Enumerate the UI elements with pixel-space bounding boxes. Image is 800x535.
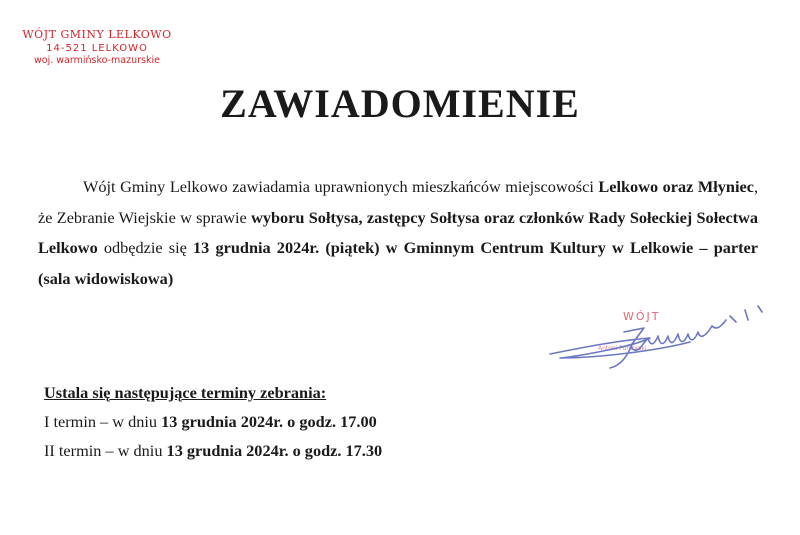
schedule-heading: Ustala się następujące terminy zebrania: [44,383,327,402]
signature-stamp-name: Antoni Pomorski [598,345,647,352]
schedule-row-time: 13 grudnia 2024r. o godz. 17.00 [161,412,377,431]
signature-stamp-label: WÓJT [623,310,661,323]
stamp-line-postal: 14-521 LELKOWO [46,43,148,54]
notice-paragraph [38,172,758,294]
stamp-line-office: WÓJT GMINY LELKOWO [22,28,172,41]
notice-villages: Lelkowo oraz Młyniec [598,177,754,196]
schedule-row-prefix: II termin – w dniu [44,441,167,460]
meeting-schedule [44,378,382,465]
schedule-row-second [44,436,382,465]
notice-text-2: , że Zebranie Wiejskie w sprawie [38,177,759,227]
signature-stamp [540,296,780,380]
document-title: ZAWIADOMIENIE [220,81,580,126]
office-stamp [22,28,172,66]
notice-text-3: odbędzie się [97,238,194,257]
schedule-row-first [44,407,382,436]
schedule-row-prefix: I termin – w dniu [44,412,162,431]
notice-date-place: 13 grudnia 2024r. (piątek) w Gminnym Centrum Kultury w Lelkowie – parter (sala widowiskowa) [38,238,759,288]
notice-text-1: Wójt Gminy Lelkowo zawiadamia uprawnionych mieszkańców miejscowości [83,177,599,196]
notice-subject: wyboru Sołtysa, zastępcy Sołtysa oraz członków Rady Sołeckiej Sołectwa Lelkowo [38,207,758,257]
stamp-line-region: woj. warmińsko-mazurskie [34,55,160,66]
schedule-row-time: 13 grudnia 2024r. o godz. 17.30 [166,441,383,460]
